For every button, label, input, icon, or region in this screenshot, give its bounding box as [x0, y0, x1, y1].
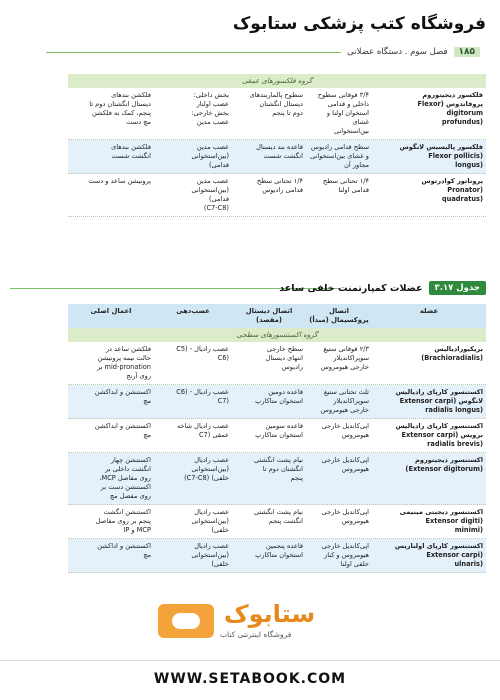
header-muscle: عضله — [419, 307, 439, 315]
cell-line: دوم تا پنجم — [272, 109, 303, 117]
cell-line: خلفی) — [211, 560, 229, 568]
cell-line: خلفی اولنا — [340, 560, 369, 568]
cell-nerve — [154, 419, 232, 452]
cell-action — [68, 88, 154, 139]
cell-line: مچ دست — [126, 118, 151, 126]
cell-line: (Brachioradialis) — [421, 354, 483, 362]
cell-line: mid-pronation بر — [96, 363, 151, 371]
cell-nerve — [154, 505, 232, 538]
cell-line: عمقی (C7 — [198, 431, 229, 439]
cell-line: (بین‌استخوانی — [191, 152, 229, 160]
table-number-tag: جدول ۳.۱۷ — [429, 281, 486, 295]
header-nerve: عصب‌دهی — [176, 307, 210, 315]
cell-line: لانگوس (Extensor carpi — [399, 397, 483, 405]
table2-group-band: گروه اکستنسورهای سطحی — [68, 328, 486, 342]
cell-line: عصب رادیال — [194, 508, 229, 516]
cell-line: انگشت شست — [263, 152, 303, 160]
cell-line: ۳/۴ فوقانی سطوح — [317, 91, 369, 99]
cell-nerve — [154, 342, 232, 384]
cell-line: (بین‌استخوانی — [191, 186, 229, 194]
cell-line: بریکیورادیالیس — [434, 345, 483, 353]
cell-line: (Flexor pollicis — [428, 152, 483, 160]
cell-origin — [306, 174, 372, 216]
cell-line: عصب رادیال - (C5 — [176, 345, 229, 353]
cell-line: (ulnaris — [454, 560, 483, 568]
cell-insertion — [232, 174, 306, 216]
posterior-compartment-table — [68, 304, 486, 573]
cell-line: پروناتور کوادرتوس — [421, 177, 483, 185]
cell-line: (Extensor carpi — [426, 551, 483, 559]
cell-line: نیام پشت انگشتی — [254, 508, 303, 516]
cell-line: عصب رادیال شاخه — [176, 422, 229, 430]
cell-line: (minimi — [454, 526, 483, 534]
cell-line: عصب مدین — [196, 118, 229, 126]
cell-line: نیام پشت انگشتی — [254, 456, 303, 464]
cell-line: و غشای بین‌استخوانی — [310, 152, 369, 160]
footer-url[interactable]: WWW.SETABOOK.COM — [153, 671, 347, 687]
table-row — [68, 419, 486, 453]
cell-line: اکستنسور دیجیتی مینیمی — [399, 508, 483, 516]
cell-line: مچ — [143, 397, 151, 405]
cell-line: ۱/۴ تحتانی سطح — [322, 177, 369, 185]
cell-nerve — [154, 453, 232, 504]
table-row — [68, 140, 486, 174]
cell-line: فلکشن بند‌های — [111, 143, 151, 151]
cell-muscle — [372, 539, 486, 572]
cell-insertion — [232, 342, 306, 384]
cell-line: برویس (Extensor carpi — [401, 431, 483, 439]
cell-line: روی مفاصل MCP، — [99, 474, 151, 482]
cell-origin — [306, 419, 372, 452]
cell-line: پرونیشن ساعد و دست — [88, 177, 151, 185]
cell-line: (longus — [455, 161, 483, 169]
cell-origin — [306, 342, 372, 384]
header-action: اعمال اصلی — [90, 307, 132, 315]
header-divider — [46, 52, 341, 53]
cell-line: عصب رادیال — [194, 456, 229, 464]
cell-line: اکستنشن انگشت — [103, 508, 151, 516]
cell-line: ثلث تحتانی ستیغ — [323, 388, 369, 396]
cell-origin — [306, 140, 372, 173]
cell-muscle — [372, 419, 486, 452]
table2-header-row — [68, 304, 486, 328]
cell-muscle — [372, 453, 486, 504]
cell-line: (Extensor digiti — [425, 517, 483, 525]
table2-title — [279, 280, 486, 296]
cell-line: سوپراکاندیلار — [333, 397, 369, 405]
cell-line: اکستنشن چهار — [110, 456, 151, 464]
cell-action — [68, 419, 154, 452]
cell-insertion — [232, 505, 306, 538]
header-insertion: اتصال دیستال (مقصد) — [245, 307, 293, 324]
cell-line: MCP و IP — [123, 526, 151, 534]
cell-line: مچ — [143, 551, 151, 559]
chapter-label: فصل سوم . دستگاه عضلانی — [347, 47, 448, 57]
cell-line: مجاور آن — [344, 161, 369, 169]
cell-line: قاعده سومین — [265, 422, 303, 430]
book-icon — [158, 604, 214, 638]
page-number: ۱۸۵ — [454, 47, 480, 57]
cell-line: رادیوس — [281, 363, 303, 371]
cell-line: روی مفصل مچ — [109, 492, 151, 500]
table1-group-band: گروه فلکسورهای عمقی — [68, 74, 486, 88]
cell-line: فلکشن ساعد در — [105, 345, 151, 353]
cell-line: انتهای دیستال — [265, 354, 303, 362]
cell-insertion — [232, 88, 306, 139]
cell-line: (Pronator — [447, 186, 483, 194]
cell-line: پنجم، کمک به فلکشن — [92, 109, 151, 117]
cell-line: (بین‌استخوانی — [191, 465, 229, 473]
cell-line: استخوان متاکارپ — [255, 551, 303, 559]
cell-muscle — [372, 342, 486, 384]
cell-line: سطوح پالماریند‌های — [249, 91, 303, 99]
cell-origin — [306, 505, 372, 538]
cell-action — [68, 342, 154, 384]
cell-line: خلفی) (C7-C8) — [184, 474, 229, 482]
cell-nerve — [154, 174, 232, 216]
logo-name: ستابوک — [224, 600, 316, 628]
header-origin: اتصال پروکسیمال (مبدأ) — [309, 307, 369, 324]
cell-line: digitorum — [446, 109, 483, 117]
setabook-logo — [150, 598, 400, 646]
cell-line: فلکسور پالیسیس لانگوس — [399, 143, 483, 151]
cell-line: هیومروس — [341, 517, 369, 525]
cell-muscle — [372, 174, 486, 216]
cell-action — [68, 174, 154, 216]
cell-muscle — [372, 505, 486, 538]
cell-line: اکستنسور کارپای اولناریس — [394, 542, 483, 550]
cell-line: مچ — [143, 431, 151, 439]
cell-line: قاعده بند دیستال — [256, 143, 303, 151]
cell-action — [68, 385, 154, 418]
cell-muscle — [372, 88, 486, 139]
cell-line: عصب مدین — [196, 143, 229, 151]
cell-line: فلکسور دیجیتوروم — [422, 91, 483, 99]
cell-line: قاعده پنجمین — [265, 542, 303, 550]
cell-line: (quadratus — [441, 195, 483, 203]
cell-line: اکستنشن و ابداکشن — [94, 422, 151, 430]
cell-line: اپی‌کاندیل خارجی — [321, 456, 369, 464]
cell-line: بین‌استخوانی — [333, 127, 369, 135]
cell-insertion — [232, 453, 306, 504]
cell-line: انگشت پنجم — [268, 517, 303, 525]
cell-insertion — [232, 419, 306, 452]
cell-line: روی آرنج — [126, 372, 151, 380]
cell-line: سطح قدامی رادیوس — [310, 143, 369, 151]
table-row — [68, 385, 486, 419]
cell-line: خارجی هیومروس — [320, 406, 369, 414]
table-row — [68, 453, 486, 505]
cell-line: (Extensor digitorum) — [405, 465, 483, 473]
cell-line: هیومروس — [341, 465, 369, 473]
logo-tagline: فروشگاه اینترنتی کتاب — [220, 630, 292, 639]
cell-line: سوپراکاندیلار — [333, 354, 369, 362]
cell-line: دیستال انگشتان — [259, 100, 303, 108]
cell-line: ۱/۴ تحتانی سطح — [256, 177, 303, 185]
table-row — [68, 88, 486, 140]
cell-line: (radialis longus — [425, 406, 483, 414]
cell-line: قاعده دومین — [268, 388, 303, 396]
cell-nerve — [154, 539, 232, 572]
cell-origin — [306, 385, 372, 418]
cell-line: اپی‌کاندیل خارجی — [321, 508, 369, 516]
cell-nerve — [154, 385, 232, 418]
footer-divider — [0, 660, 500, 661]
cell-line: (C7 — [217, 397, 229, 405]
cell-line: عصب رادیال - (C6 — [176, 388, 229, 396]
cell-insertion — [232, 385, 306, 418]
cell-line: پنجم بر روی مفاصل — [95, 517, 151, 525]
cell-line: فلکشن بند‌های — [111, 91, 151, 99]
cell-line: (C6 — [217, 354, 229, 362]
cell-action — [68, 453, 154, 504]
cell-nerve — [154, 88, 232, 139]
cell-line: اکستنشن و اداکشن — [97, 542, 151, 550]
table-row — [68, 174, 486, 217]
cell-line: (radialis brevis — [427, 440, 483, 448]
cell-line: استخوان متاکارپ — [255, 397, 303, 405]
store-title: فروشگاه کتب پزشکی ستابوک — [232, 14, 486, 34]
cell-line: (C7-C8) — [203, 204, 229, 212]
cell-line: انگشت داخلی بر — [105, 465, 151, 473]
cell-line: (بین‌استخوانی — [191, 551, 229, 559]
cell-origin — [306, 88, 372, 139]
deep-flexors-table — [68, 74, 486, 217]
cell-muscle — [372, 385, 486, 418]
table-row — [68, 342, 486, 385]
cell-line: اکستنشن و ابداکشن — [94, 388, 151, 396]
cell-line: بخش داخلی: — [193, 91, 229, 99]
cell-line: بخش خارجی: — [191, 109, 229, 117]
table2-name: عضلات کمپارتمنت خلفی ساعد — [279, 282, 423, 294]
cell-action — [68, 505, 154, 538]
cell-line: پروفاندوس (Flexor — [417, 100, 483, 108]
cell-line: پنجم — [290, 474, 303, 482]
table-row — [68, 505, 486, 539]
cell-muscle — [372, 140, 486, 173]
cell-action — [68, 140, 154, 173]
cell-line: قدامی اولنا — [338, 186, 369, 194]
cell-line: ۲/۳ فوقانی ستیغ — [323, 345, 369, 353]
cell-line: اپی‌کاندیل خارجی — [321, 542, 369, 550]
cell-line: قدامی) — [208, 161, 229, 169]
chapter-bar — [46, 44, 486, 60]
cell-line: داخلی و قدامی — [327, 100, 369, 108]
cell-line: عصب اولنار — [196, 100, 229, 108]
cell-insertion — [232, 140, 306, 173]
cell-line: انگشت شست — [111, 152, 151, 160]
cell-action — [68, 539, 154, 572]
cell-line: استخوان اولنا و غشای — [326, 109, 369, 126]
cell-line: خلفی) — [211, 526, 229, 534]
cell-line: استخوان متاکارپ — [255, 431, 303, 439]
cell-line: هیومروس و کنار — [324, 551, 369, 559]
cell-line: (بین‌استخوانی — [191, 517, 229, 525]
table-row — [68, 539, 486, 573]
cell-line: قدامی) — [208, 195, 229, 203]
cell-nerve — [154, 140, 232, 173]
cell-line: اکستنسور کارپای رادیالیس — [395, 422, 483, 430]
cell-line: عصب رادیال — [194, 542, 229, 550]
cell-line: اکستنسور کارپای رادیالیس — [395, 388, 483, 396]
cell-line: (profundus — [441, 118, 483, 126]
cell-line: قدامی رادیوس — [262, 186, 303, 194]
cell-line: خارجی هیومروس — [320, 363, 369, 371]
cell-line: دیستال انگشتان دوم تا — [89, 100, 151, 108]
cell-line: سطح خارجی — [266, 345, 303, 353]
cell-line: اکستنشن دست بر — [100, 483, 151, 491]
cell-line: اکستنسور دیجیتوروم — [415, 456, 483, 464]
cell-line: اپی‌کاندیل خارجی — [321, 422, 369, 430]
cell-origin — [306, 453, 372, 504]
cell-origin — [306, 539, 372, 572]
cell-line: انگشتان دوم تا — [262, 465, 303, 473]
cell-insertion — [232, 539, 306, 572]
cell-line: حالت نیمه پرونیشن — [97, 354, 151, 362]
cell-line: عصب مدین — [196, 177, 229, 185]
cell-line: هیومروس — [341, 431, 369, 439]
